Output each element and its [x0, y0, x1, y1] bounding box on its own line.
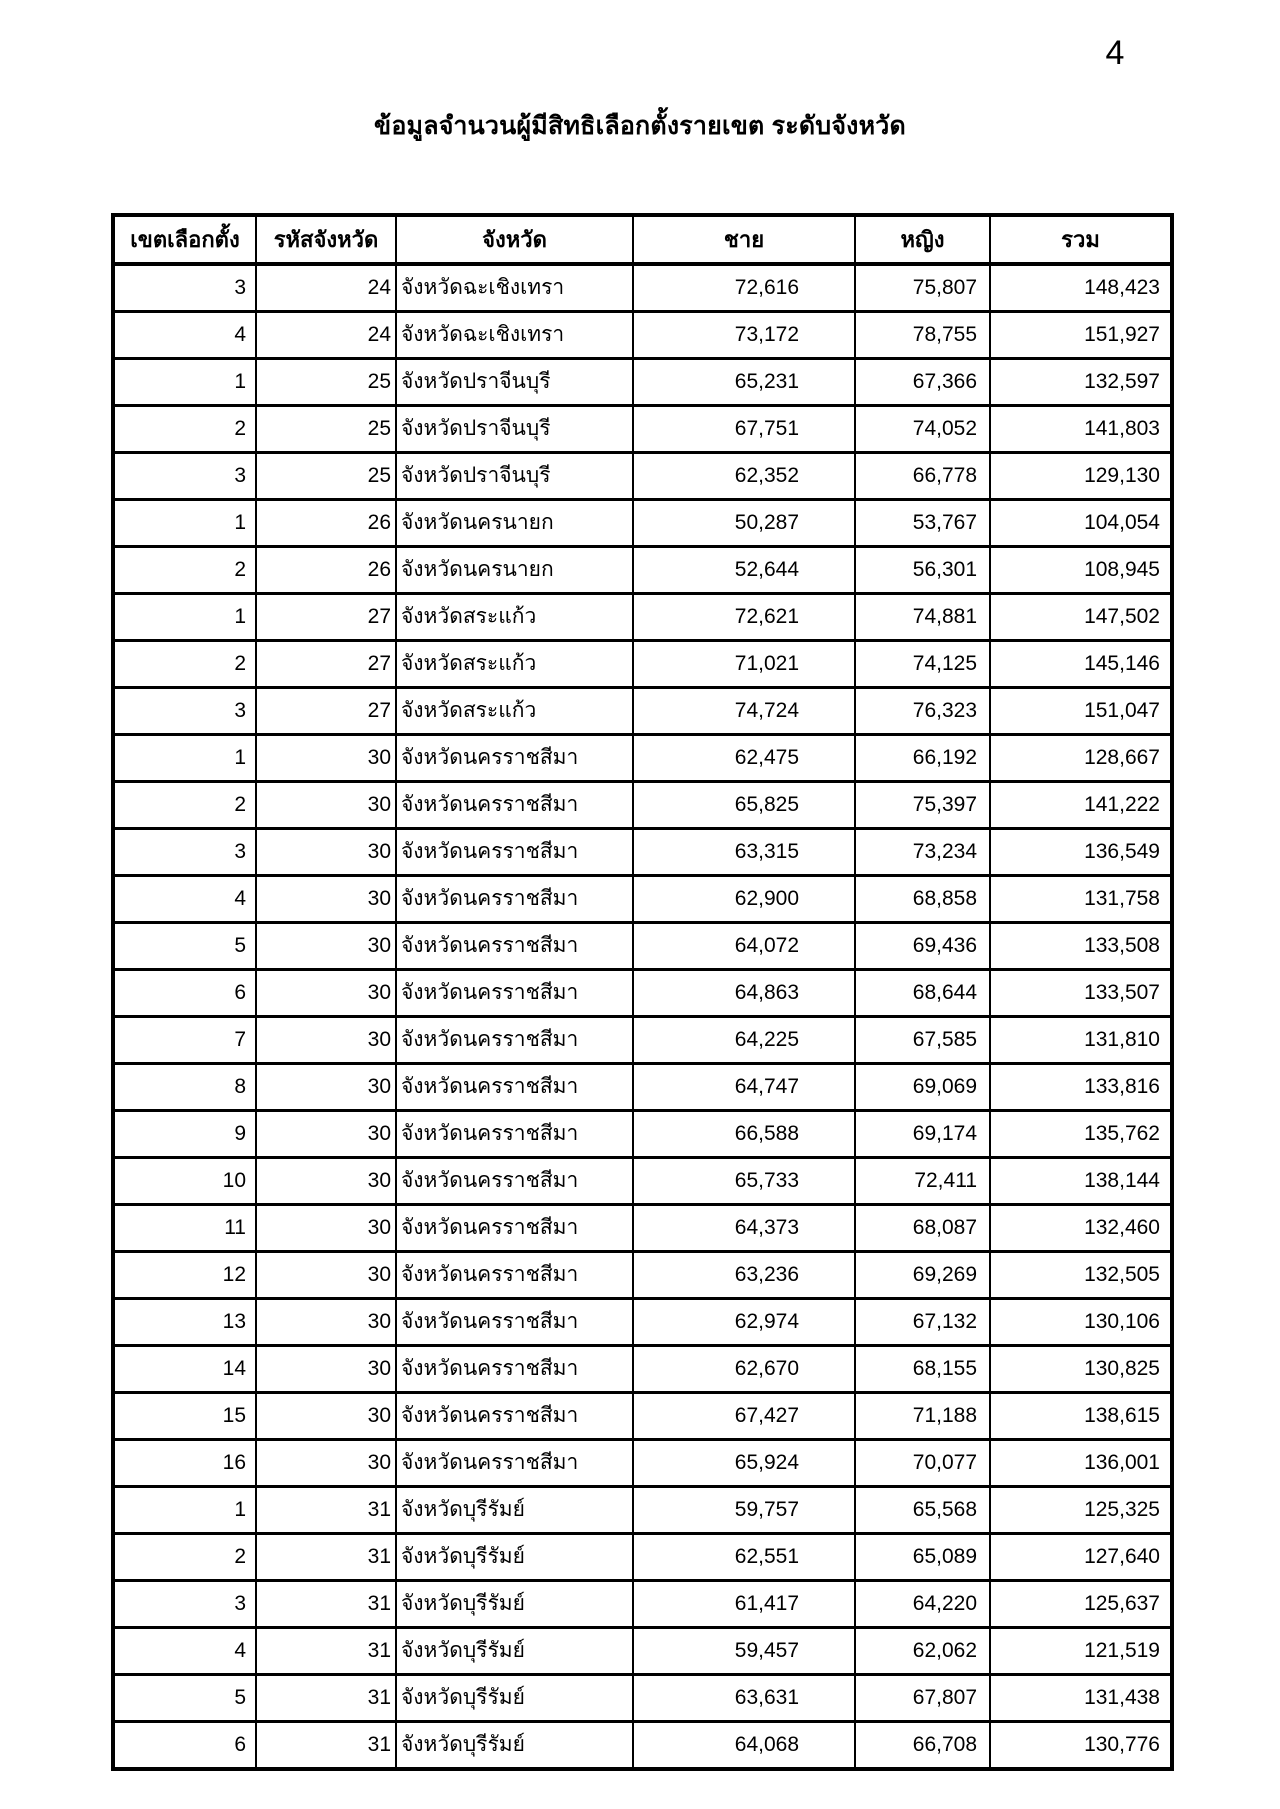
cell-electoral-district: 1: [113, 500, 256, 547]
table-row: [113, 735, 1172, 782]
cell-female: 56,301: [855, 547, 990, 594]
cell-electoral-district: 11: [113, 1205, 256, 1252]
cell-male: 62,352: [633, 453, 855, 500]
cell-province-code: 30: [256, 1111, 396, 1158]
table-row: [113, 406, 1172, 453]
cell-electoral-district: 5: [113, 923, 256, 970]
cell-province-code: 30: [256, 1017, 396, 1064]
header-province: จังหวัด: [396, 215, 633, 264]
table-row: [113, 1017, 1172, 1064]
cell-total: 136,001: [990, 1440, 1172, 1487]
cell-province: จังหวัดบุรีรัมย์: [396, 1628, 633, 1675]
cell-province-code: 31: [256, 1581, 396, 1628]
cell-province-code: 24: [256, 312, 396, 359]
cell-province: จังหวัดบุรีรัมย์: [396, 1675, 633, 1722]
cell-female: 78,755: [855, 312, 990, 359]
cell-female: 67,585: [855, 1017, 990, 1064]
cell-province-code: 30: [256, 1393, 396, 1440]
cell-female: 65,568: [855, 1487, 990, 1534]
table-row: [113, 829, 1172, 876]
table-row: [113, 782, 1172, 829]
cell-female: 65,089: [855, 1534, 990, 1581]
cell-total: 133,507: [990, 970, 1172, 1017]
table-row: [113, 641, 1172, 688]
cell-province: จังหวัดนครราชสีมา: [396, 970, 633, 1017]
cell-male: 64,068: [633, 1722, 855, 1770]
header-province-code: รหัสจังหวัด: [256, 215, 396, 264]
cell-province-code: 27: [256, 688, 396, 735]
cell-province: จังหวัดนครราชสีมา: [396, 1064, 633, 1111]
cell-electoral-district: 2: [113, 547, 256, 594]
cell-total: 138,144: [990, 1158, 1172, 1205]
cell-male: 64,747: [633, 1064, 855, 1111]
cell-electoral-district: 2: [113, 782, 256, 829]
cell-total: 151,927: [990, 312, 1172, 359]
cell-male: 59,757: [633, 1487, 855, 1534]
cell-male: 59,457: [633, 1628, 855, 1675]
cell-province-code: 27: [256, 594, 396, 641]
cell-male: 52,644: [633, 547, 855, 594]
cell-electoral-district: 6: [113, 1722, 256, 1770]
cell-electoral-district: 2: [113, 641, 256, 688]
cell-female: 68,087: [855, 1205, 990, 1252]
cell-electoral-district: 3: [113, 264, 256, 312]
cell-total: 125,637: [990, 1581, 1172, 1628]
cell-electoral-district: 1: [113, 359, 256, 406]
cell-male: 67,427: [633, 1393, 855, 1440]
table-row: [113, 359, 1172, 406]
cell-total: 141,803: [990, 406, 1172, 453]
cell-male: 62,551: [633, 1534, 855, 1581]
cell-male: 64,072: [633, 923, 855, 970]
cell-electoral-district: 3: [113, 829, 256, 876]
cell-province: จังหวัดสระแก้ว: [396, 641, 633, 688]
cell-electoral-district: 6: [113, 970, 256, 1017]
cell-female: 64,220: [855, 1581, 990, 1628]
table-row: [113, 1440, 1172, 1487]
cell-province: จังหวัดนครราชสีมา: [396, 876, 633, 923]
cell-total: 133,508: [990, 923, 1172, 970]
cell-province-code: 30: [256, 923, 396, 970]
cell-female: 74,125: [855, 641, 990, 688]
table-row: [113, 1252, 1172, 1299]
table-row: [113, 1628, 1172, 1675]
cell-electoral-district: 2: [113, 406, 256, 453]
header-female: หญิง: [855, 215, 990, 264]
cell-total: 145,146: [990, 641, 1172, 688]
table-row: [113, 970, 1172, 1017]
cell-province-code: 30: [256, 970, 396, 1017]
cell-total: 108,945: [990, 547, 1172, 594]
cell-electoral-district: 10: [113, 1158, 256, 1205]
cell-province-code: 30: [256, 1205, 396, 1252]
cell-province: จังหวัดนครราชสีมา: [396, 923, 633, 970]
cell-total: 132,505: [990, 1252, 1172, 1299]
cell-province-code: 30: [256, 1064, 396, 1111]
cell-total: 136,549: [990, 829, 1172, 876]
cell-province-code: 30: [256, 1299, 396, 1346]
cell-male: 72,616: [633, 264, 855, 312]
voters-table: [111, 213, 1174, 1771]
cell-electoral-district: 9: [113, 1111, 256, 1158]
cell-province-code: 30: [256, 1158, 396, 1205]
cell-province: จังหวัดปราจีนบุรี: [396, 359, 633, 406]
cell-female: 66,778: [855, 453, 990, 500]
cell-total: 132,460: [990, 1205, 1172, 1252]
cell-electoral-district: 1: [113, 1487, 256, 1534]
cell-province: จังหวัดนครราชสีมา: [396, 1252, 633, 1299]
cell-province: จังหวัดนครราชสีมา: [396, 1346, 633, 1393]
cell-province: จังหวัดนครราชสีมา: [396, 1440, 633, 1487]
voters-table-header: [113, 215, 1172, 264]
cell-total: 138,615: [990, 1393, 1172, 1440]
cell-male: 74,724: [633, 688, 855, 735]
cell-male: 63,315: [633, 829, 855, 876]
table-row: [113, 1064, 1172, 1111]
cell-male: 62,670: [633, 1346, 855, 1393]
cell-province: จังหวัดสระแก้ว: [396, 594, 633, 641]
table-row: [113, 594, 1172, 641]
cell-female: 62,062: [855, 1628, 990, 1675]
cell-province-code: 25: [256, 359, 396, 406]
cell-male: 62,475: [633, 735, 855, 782]
cell-total: 125,325: [990, 1487, 1172, 1534]
cell-province-code: 31: [256, 1722, 396, 1770]
cell-total: 141,222: [990, 782, 1172, 829]
cell-province: จังหวัดปราจีนบุรี: [396, 406, 633, 453]
cell-male: 64,863: [633, 970, 855, 1017]
cell-total: 130,825: [990, 1346, 1172, 1393]
cell-province: จังหวัดปราจีนบุรี: [396, 453, 633, 500]
cell-male: 67,751: [633, 406, 855, 453]
cell-total: 131,758: [990, 876, 1172, 923]
cell-male: 62,974: [633, 1299, 855, 1346]
cell-province: จังหวัดนครราชสีมา: [396, 1299, 633, 1346]
table-row: [113, 500, 1172, 547]
cell-male: 66,588: [633, 1111, 855, 1158]
cell-province: จังหวัดฉะเชิงเทรา: [396, 312, 633, 359]
cell-female: 69,069: [855, 1064, 990, 1111]
table-row: [113, 1487, 1172, 1534]
cell-electoral-district: 7: [113, 1017, 256, 1064]
cell-male: 73,172: [633, 312, 855, 359]
cell-province-code: 27: [256, 641, 396, 688]
cell-province-code: 30: [256, 1346, 396, 1393]
cell-province: จังหวัดนครราชสีมา: [396, 1017, 633, 1064]
cell-male: 65,733: [633, 1158, 855, 1205]
cell-female: 75,397: [855, 782, 990, 829]
cell-province: จังหวัดนครราชสีมา: [396, 1205, 633, 1252]
cell-province: จังหวัดนครราชสีมา: [396, 829, 633, 876]
cell-province-code: 31: [256, 1628, 396, 1675]
cell-female: 71,188: [855, 1393, 990, 1440]
cell-male: 64,225: [633, 1017, 855, 1064]
cell-province-code: 25: [256, 406, 396, 453]
cell-total: 148,423: [990, 264, 1172, 312]
cell-province-code: 24: [256, 264, 396, 312]
table-row: [113, 876, 1172, 923]
cell-province: จังหวัดนครราชสีมา: [396, 1393, 633, 1440]
cell-province-code: 30: [256, 1440, 396, 1487]
cell-total: 133,816: [990, 1064, 1172, 1111]
cell-electoral-district: 16: [113, 1440, 256, 1487]
cell-total: 151,047: [990, 688, 1172, 735]
cell-electoral-district: 3: [113, 453, 256, 500]
cell-male: 50,287: [633, 500, 855, 547]
cell-female: 72,411: [855, 1158, 990, 1205]
header-row: [113, 215, 1172, 264]
cell-electoral-district: 12: [113, 1252, 256, 1299]
cell-total: 127,640: [990, 1534, 1172, 1581]
cell-electoral-district: 5: [113, 1675, 256, 1722]
cell-male: 65,231: [633, 359, 855, 406]
cell-province: จังหวัดนครราชสีมา: [396, 1158, 633, 1205]
cell-female: 70,077: [855, 1440, 990, 1487]
cell-female: 69,269: [855, 1252, 990, 1299]
cell-electoral-district: 3: [113, 1581, 256, 1628]
cell-total: 131,810: [990, 1017, 1172, 1064]
cell-electoral-district: 3: [113, 688, 256, 735]
cell-total: 131,438: [990, 1675, 1172, 1722]
cell-male: 64,373: [633, 1205, 855, 1252]
cell-province: จังหวัดนครราชสีมา: [396, 735, 633, 782]
cell-province: จังหวัดฉะเชิงเทรา: [396, 264, 633, 312]
cell-male: 63,631: [633, 1675, 855, 1722]
cell-province-code: 25: [256, 453, 396, 500]
header-male: ชาย: [633, 215, 855, 264]
cell-female: 68,644: [855, 970, 990, 1017]
header-total: รวม: [990, 215, 1172, 264]
cell-province-code: 31: [256, 1487, 396, 1534]
cell-electoral-district: 2: [113, 1534, 256, 1581]
cell-male: 62,900: [633, 876, 855, 923]
cell-province-code: 30: [256, 735, 396, 782]
table-row: [113, 1205, 1172, 1252]
cell-electoral-district: 4: [113, 1628, 256, 1675]
cell-electoral-district: 8: [113, 1064, 256, 1111]
cell-total: 128,667: [990, 735, 1172, 782]
table-row: [113, 688, 1172, 735]
cell-female: 74,052: [855, 406, 990, 453]
voters-table-body: [113, 264, 1172, 1769]
cell-province-code: 30: [256, 782, 396, 829]
cell-male: 71,021: [633, 641, 855, 688]
table-row: [113, 547, 1172, 594]
cell-province: จังหวัดบุรีรัมย์: [396, 1722, 633, 1770]
cell-total: 130,776: [990, 1722, 1172, 1770]
table-row: [113, 453, 1172, 500]
cell-female: 53,767: [855, 500, 990, 547]
cell-total: 147,502: [990, 594, 1172, 641]
cell-female: 68,155: [855, 1346, 990, 1393]
cell-electoral-district: 4: [113, 312, 256, 359]
cell-province-code: 26: [256, 500, 396, 547]
cell-total: 129,130: [990, 453, 1172, 500]
cell-province-code: 26: [256, 547, 396, 594]
page-title: ข้อมูลจำนวนผู้มีสิทธิเลือกตั้งรายเขต ระดับจังหวัด: [374, 112, 906, 140]
cell-female: 74,881: [855, 594, 990, 641]
cell-province: จังหวัดบุรีรัมย์: [396, 1581, 633, 1628]
cell-province: จังหวัดนครนายก: [396, 500, 633, 547]
cell-province-code: 30: [256, 829, 396, 876]
cell-province-code: 30: [256, 1252, 396, 1299]
cell-electoral-district: 15: [113, 1393, 256, 1440]
cell-electoral-district: 4: [113, 876, 256, 923]
table-row: [113, 1158, 1172, 1205]
cell-province-code: 30: [256, 876, 396, 923]
cell-total: 135,762: [990, 1111, 1172, 1158]
cell-female: 69,436: [855, 923, 990, 970]
table-row: [113, 312, 1172, 359]
cell-female: 69,174: [855, 1111, 990, 1158]
cell-male: 65,924: [633, 1440, 855, 1487]
cell-province: จังหวัดนครราชสีมา: [396, 1111, 633, 1158]
cell-province: จังหวัดบุรีรัมย์: [396, 1487, 633, 1534]
table-row: [113, 1675, 1172, 1722]
cell-total: 121,519: [990, 1628, 1172, 1675]
table-row: [113, 1111, 1172, 1158]
table-row: [113, 264, 1172, 312]
table-row: [113, 1581, 1172, 1628]
cell-province: จังหวัดนครนายก: [396, 547, 633, 594]
cell-province: จังหวัดบุรีรัมย์: [396, 1534, 633, 1581]
cell-female: 68,858: [855, 876, 990, 923]
table-row: [113, 923, 1172, 970]
cell-female: 75,807: [855, 264, 990, 312]
cell-province-code: 31: [256, 1534, 396, 1581]
cell-male: 61,417: [633, 1581, 855, 1628]
table-row: [113, 1722, 1172, 1770]
cell-province: จังหวัดสระแก้ว: [396, 688, 633, 735]
cell-female: 67,366: [855, 359, 990, 406]
cell-total: 130,106: [990, 1299, 1172, 1346]
cell-province-code: 31: [256, 1675, 396, 1722]
cell-female: 66,708: [855, 1722, 990, 1770]
cell-male: 63,236: [633, 1252, 855, 1299]
table-row: [113, 1393, 1172, 1440]
header-electoral-district: เขตเลือกตั้ง: [113, 215, 256, 264]
table-row: [113, 1299, 1172, 1346]
cell-male: 65,825: [633, 782, 855, 829]
cell-female: 76,323: [855, 688, 990, 735]
cell-female: 66,192: [855, 735, 990, 782]
table-row: [113, 1534, 1172, 1581]
cell-female: 67,132: [855, 1299, 990, 1346]
cell-male: 72,621: [633, 594, 855, 641]
page-number: 4: [1105, 34, 1125, 72]
cell-electoral-district: 13: [113, 1299, 256, 1346]
cell-electoral-district: 1: [113, 594, 256, 641]
cell-female: 73,234: [855, 829, 990, 876]
table-row: [113, 1346, 1172, 1393]
cell-electoral-district: 14: [113, 1346, 256, 1393]
cell-total: 132,597: [990, 359, 1172, 406]
cell-total: 104,054: [990, 500, 1172, 547]
cell-province: จังหวัดนครราชสีมา: [396, 782, 633, 829]
cell-electoral-district: 1: [113, 735, 256, 782]
cell-female: 67,807: [855, 1675, 990, 1722]
